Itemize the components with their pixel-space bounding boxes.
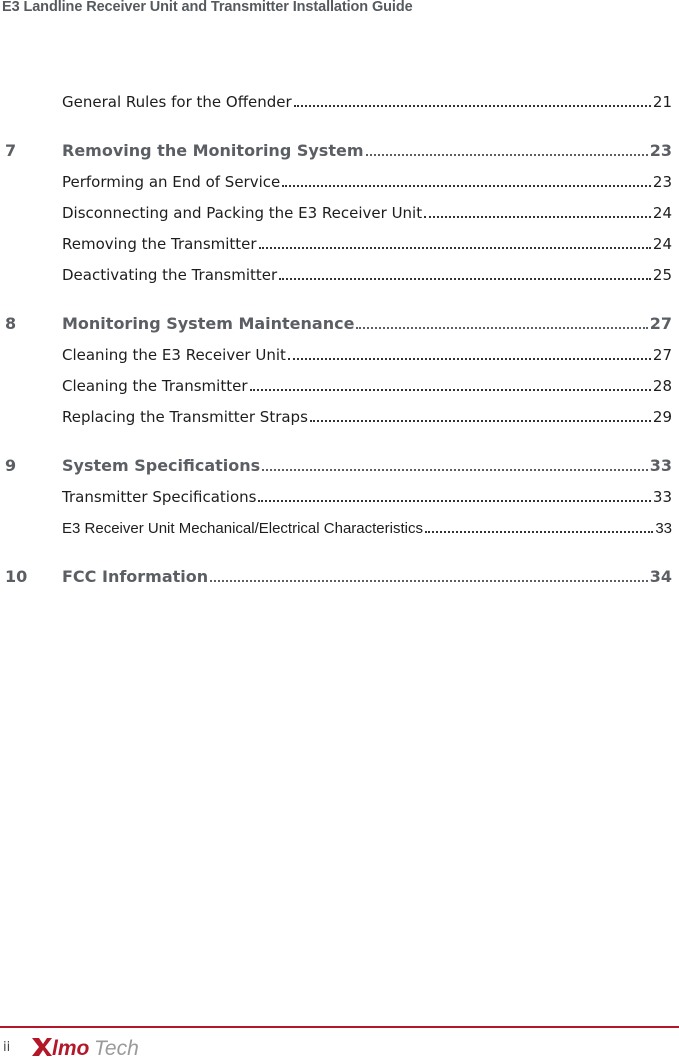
- toc-entry-page: 24: [652, 235, 672, 253]
- toc-entry-title: Cleaning the E3 Receiver Unit: [62, 346, 286, 364]
- toc-leader-dots: [425, 530, 653, 533]
- toc-chapter-title: FCC Information: [62, 567, 209, 586]
- toc-leader-dots: [258, 499, 650, 502]
- toc-entry-title: Disconnecting and Packing the E3 Receiver Unit: [62, 204, 423, 222]
- toc-entry-page: 23: [652, 173, 672, 191]
- toc-leader-dots: [366, 153, 648, 156]
- toc-entry-page: 33: [655, 520, 672, 537]
- toc-entry-title: Transmitter Specifications: [62, 488, 257, 506]
- svg-text:Tech: Tech: [94, 1037, 139, 1060]
- toc-entry[interactable]: [62, 513, 672, 537]
- toc-chapter-number: 8: [5, 314, 17, 333]
- toc-leader-dots: [210, 579, 648, 582]
- toc-chapter-entry[interactable]: [5, 451, 672, 475]
- toc-entry[interactable]: [62, 482, 672, 506]
- toc-chapter-entry[interactable]: [5, 309, 672, 333]
- toc-entry[interactable]: [62, 229, 672, 253]
- toc-leader-dots: [250, 388, 651, 391]
- toc-chapter-title: System Specifications: [62, 456, 261, 475]
- toc-leader-dots: [288, 357, 651, 360]
- toc-chapter-page: 34: [649, 567, 672, 586]
- toc-entry-title: Deactivating the Transmitter: [62, 266, 278, 284]
- toc-entry-title: General Rules for the Offender: [62, 93, 292, 111]
- toc-chapter-entry[interactable]: [5, 562, 672, 586]
- toc-leader-dots: [310, 419, 651, 422]
- toc-entry-page: 25: [652, 266, 672, 284]
- toc-chapter-number: 10: [5, 567, 28, 586]
- elmotech-logo: [30, 1034, 170, 1060]
- toc-entry-page: 29: [652, 408, 672, 426]
- toc-entry[interactable]: [62, 167, 672, 191]
- svg-text:lmo: lmo: [52, 1037, 90, 1060]
- toc-chapter-page: 33: [649, 456, 672, 475]
- toc-entry-page: 28: [652, 377, 672, 395]
- toc-leader-dots: [294, 104, 651, 107]
- toc-chapter-title: Removing the Monitoring System: [62, 141, 364, 160]
- toc-leader-dots: [259, 246, 651, 249]
- toc-chapter-number: 7: [5, 141, 17, 160]
- toc-entry-page: 33: [652, 488, 672, 506]
- footer-divider: [0, 1026, 679, 1028]
- toc-entry-title: Removing the Transmitter: [62, 235, 257, 253]
- toc-chapter-page: 27: [649, 314, 672, 333]
- toc-entry[interactable]: [62, 340, 672, 364]
- toc-leader-dots: [424, 215, 651, 218]
- toc-chapter-entry[interactable]: [5, 136, 672, 160]
- document-header-title: E3 Landline Receiver Unit and Transmitter Installation Guide: [2, 0, 413, 15]
- page-number: ii: [3, 1040, 11, 1055]
- toc-chapter-number: 9: [5, 456, 17, 475]
- elmotech-logo-mark: [32, 1038, 52, 1056]
- toc-entry[interactable]: [62, 260, 672, 284]
- toc-leader-dots: [282, 184, 651, 187]
- toc-entry-title: Performing an End of Service: [62, 173, 281, 191]
- toc-chapter-page: 23: [649, 141, 672, 160]
- toc-entry[interactable]: [62, 402, 672, 426]
- toc-entry-title: Cleaning the Transmitter: [62, 377, 248, 395]
- toc-leader-dots: [356, 326, 647, 329]
- toc-entry-title: E3 Receiver Unit Mechanical/Electrical Characteristics: [62, 520, 423, 537]
- toc-entry-page: 27: [652, 346, 672, 364]
- toc-entry-page: 21: [652, 93, 672, 111]
- toc-entry[interactable]: [62, 371, 672, 395]
- toc-entry-title: Replacing the Transmitter Straps: [62, 408, 308, 426]
- toc-entry[interactable]: [62, 198, 672, 222]
- toc-entry[interactable]: [62, 87, 672, 111]
- toc-entry-page: 24: [652, 204, 672, 222]
- toc-leader-dots: [262, 468, 648, 471]
- toc-leader-dots: [279, 277, 651, 280]
- toc-chapter-title: Monitoring System Maintenance: [62, 314, 355, 333]
